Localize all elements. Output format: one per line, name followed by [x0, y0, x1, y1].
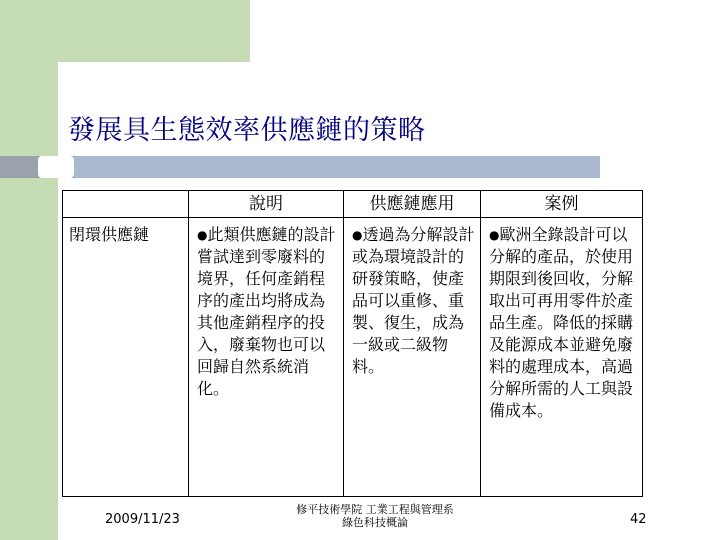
bullet-icon: ● [352, 228, 363, 242]
table-row [63, 218, 643, 497]
cell-description-text: 此類供應鏈的設計嘗試達到零廢料的境界，任何產銷程序的產出均將成為其他產銷程序的投入，廢棄物也可以回歸自然系統消化。 [197, 225, 336, 398]
title-underline-blue [74, 156, 600, 178]
header-description: 說明 [189, 191, 344, 218]
table-header-row [63, 191, 643, 218]
header-supply-chain-application: 供應鏈應用 [344, 191, 481, 218]
slide-title: 發展具生態效率供應鏈的策略 [68, 115, 426, 146]
decorative-green-strip [0, 0, 58, 540]
header-empty [63, 191, 189, 218]
footer-org-line2: 綠色科技概論 [342, 516, 408, 529]
cell-description [189, 218, 344, 497]
page-number: 42 [630, 512, 647, 527]
cell-application-text: 透過為分解設計或為環境設計的研發策略，使產品可以重修、重製、復生，成為一級或二級物料。 [352, 225, 475, 376]
row-label: 閉環供應鏈 [63, 218, 189, 497]
footer-organization [260, 503, 490, 529]
title-underline-gap [38, 156, 74, 178]
cell-case-text: 歐洲全錄設計可以分解的產品，於使用期限到後回收，分解取出可再用零件於產品生產。降低的採購及能源成本並避免廢料的處理成本，高過分解所需的人工與設備成本。 [489, 225, 634, 420]
bullet-icon: ● [197, 228, 208, 242]
strategy-table [62, 190, 643, 497]
footer-org-line1: 修平技術學院 工業工程與管理系 [296, 503, 454, 516]
cell-application [344, 218, 481, 497]
header-case: 案例 [481, 191, 643, 218]
bullet-icon: ● [489, 228, 500, 242]
cell-case [481, 218, 643, 497]
footer-date: 2009/11/23 [105, 512, 180, 527]
